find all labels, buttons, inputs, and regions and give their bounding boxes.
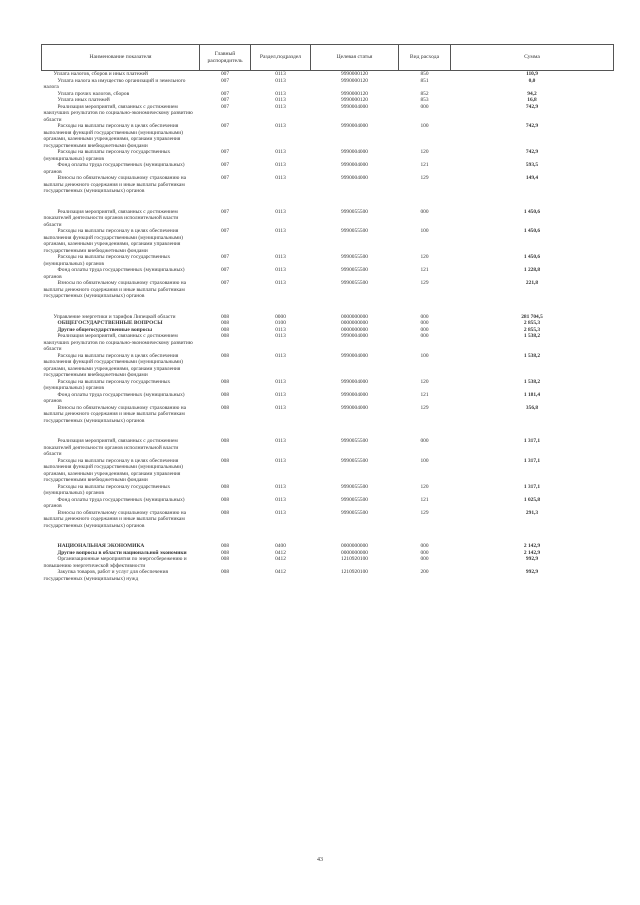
row-distributor: 008 bbox=[220, 496, 230, 503]
table-row bbox=[42, 458, 614, 484]
row-distributor: 008 bbox=[220, 549, 230, 556]
row-section: 0412 bbox=[275, 556, 286, 562]
row-name: ОБЩЕГОСУДАРСТВЕННЫЕ ВОПРОСЫ bbox=[57, 320, 163, 326]
row-target: 9990055500 bbox=[341, 457, 368, 464]
row-section: 0113 bbox=[275, 352, 286, 359]
row-name: Фонд оплаты труда государственных (муниципальных) органов bbox=[43, 391, 185, 404]
row-amount: 356,8 bbox=[525, 404, 539, 411]
row-distributor: 008 bbox=[220, 483, 230, 490]
row-target: 9990004000 bbox=[341, 162, 368, 168]
row-expense-type: 121 bbox=[420, 496, 429, 503]
row-amount: 1 228,8 bbox=[523, 267, 541, 273]
row-section: 0113 bbox=[275, 267, 286, 273]
row-expense-type: 100 bbox=[420, 228, 429, 234]
row-name: Расходы на выплаты персоналу государственных (муниципальных) органов bbox=[43, 483, 171, 496]
row-section: 0400 bbox=[275, 543, 286, 549]
table-row bbox=[42, 71, 614, 78]
row-target: 9990055500 bbox=[341, 496, 368, 503]
row-target: 9990055500 bbox=[341, 438, 368, 444]
row-expense-type: 129 bbox=[420, 175, 429, 181]
row-distributor: 008 bbox=[220, 326, 230, 333]
row-amount: 291,3 bbox=[525, 509, 539, 516]
row-target: 9990000120 bbox=[341, 97, 368, 103]
header-target: Целевая статья bbox=[311, 45, 399, 71]
row-expense-type: 000 bbox=[420, 320, 429, 326]
row-amount: 94,2 bbox=[527, 90, 537, 97]
row-target: 9990055500 bbox=[341, 483, 368, 490]
row-amount: 1 450,6 bbox=[523, 208, 541, 215]
row-amount: 1 538,2 bbox=[523, 333, 541, 339]
row-amount: 992,9 bbox=[525, 569, 539, 575]
row-distributor: 008 bbox=[220, 457, 230, 464]
row-section: 0113 bbox=[275, 496, 286, 503]
row-amount: 2 855,3 bbox=[523, 326, 541, 333]
row-expense-type: 850 bbox=[420, 71, 429, 77]
row-section: 0113 bbox=[275, 77, 286, 84]
row-distributor: 008 bbox=[220, 320, 230, 326]
row-name: Взносы по обязательному социальному страхованию на выплаты денежного содержания и иные выплаты работникам государственных (муниципальных) органов bbox=[43, 280, 186, 299]
table-row bbox=[42, 569, 614, 582]
row-amount: 110,9 bbox=[526, 71, 538, 77]
table-row bbox=[42, 228, 614, 254]
row-name: Фонд оплаты труда государственных (муниципальных) органов bbox=[43, 496, 185, 509]
row-distributor: 007 bbox=[220, 267, 230, 273]
row-target: 9990004000 bbox=[341, 391, 368, 398]
table-row bbox=[42, 78, 614, 91]
row-target: 1210920100 bbox=[341, 569, 368, 575]
row-amount: 992,9 bbox=[525, 556, 539, 562]
row-name: Другие общегосударственные вопросы bbox=[57, 326, 153, 333]
row-section: 0113 bbox=[275, 175, 286, 181]
row-expense-type: 000 bbox=[420, 543, 429, 549]
row-distributor: 007 bbox=[220, 71, 230, 77]
table-row bbox=[42, 267, 614, 280]
row-section: 0113 bbox=[275, 254, 286, 260]
row-expense-type: 000 bbox=[420, 326, 429, 333]
header-expense-type: Вид расхода bbox=[399, 45, 451, 71]
row-target: 9990055500 bbox=[341, 208, 368, 215]
table-row bbox=[42, 333, 614, 353]
row-amount: 1 317,1 bbox=[523, 457, 541, 464]
row-distributor: 007 bbox=[220, 175, 230, 181]
budget-table bbox=[41, 44, 614, 582]
table-row bbox=[42, 162, 614, 175]
row-amount: 742,9 bbox=[525, 103, 539, 110]
row-amount: 16,8 bbox=[527, 97, 537, 103]
row-target: 9990004000 bbox=[341, 404, 368, 411]
row-name: Другие вопросы в области национальной экономики bbox=[57, 549, 187, 556]
row-section: 0000 bbox=[275, 313, 286, 320]
row-target: 9990004000 bbox=[341, 333, 368, 339]
header-amount: Сумма bbox=[451, 45, 614, 71]
row-section: 0113 bbox=[275, 149, 286, 155]
row-name: Взносы по обязательному социальному страхованию на выплаты денежного содержания и иные выплаты работникам государственных (муниципальных) органов bbox=[43, 175, 186, 194]
row-section: 0412 bbox=[275, 549, 286, 556]
row-target: 0000000000 bbox=[341, 326, 368, 333]
row-distributor: 007 bbox=[220, 123, 230, 129]
row-section: 0113 bbox=[275, 228, 286, 234]
row-target: 1210920100 bbox=[341, 556, 368, 562]
row-name: Взносы по обязательному социальному страхованию на выплаты денежного содержания и иные выплаты работникам государственных (муниципальных) органов bbox=[43, 404, 186, 424]
row-name: Расходы на выплаты персоналу в целях обеспечения выполнения функций государственными (муниципальными) органами, казенными учреждениями, органами управления государственными внебюджетными фондами bbox=[43, 352, 183, 378]
row-distributor: 007 bbox=[220, 149, 230, 155]
row-section: 0113 bbox=[275, 208, 286, 215]
row-section: 0113 bbox=[275, 404, 286, 411]
table-row bbox=[42, 392, 614, 405]
row-name: Расходы на выплаты персоналу в целях обеспечения выполнения функций государственными (муниципальными) органами, казенными учреждениями, органами управления государственными внебюджетными фондами bbox=[43, 457, 183, 483]
row-name: Реализация мероприятий, связанных с достижением показателей деятельности органов исполнительной власти области bbox=[43, 438, 179, 457]
row-amount: 593,5 bbox=[525, 162, 539, 168]
row-expense-type: 851 bbox=[420, 77, 429, 84]
row-distributor: 007 bbox=[220, 90, 230, 97]
row-name: Расходы на выплаты персоналу в целях обеспечения выполнения функций государственными (муниципальными) органами, казенными учреждениями, органами управления государственными внебюджетными фондами bbox=[43, 123, 183, 149]
row-name: Уплата прочих налогов, сборов bbox=[57, 90, 130, 97]
row-section: 0100 bbox=[275, 320, 286, 326]
row-target: 9990000120 bbox=[341, 90, 368, 97]
row-amount: 1 538,2 bbox=[523, 352, 541, 359]
row-section: 0113 bbox=[275, 509, 286, 516]
row-distributor: 008 bbox=[220, 333, 230, 339]
row-name: Расходы на выплаты персоналу государственных (муниципальных) органов bbox=[43, 378, 171, 391]
row-expense-type: 120 bbox=[420, 483, 429, 490]
row-expense-type: 000 bbox=[420, 556, 429, 562]
row-amount: 742,9 bbox=[525, 123, 539, 129]
row-section: 0113 bbox=[275, 123, 286, 129]
row-distributor: 007 bbox=[220, 228, 230, 234]
row-section: 0113 bbox=[275, 483, 286, 490]
row-amount: 281 704,5 bbox=[521, 313, 543, 320]
row-expense-type: 100 bbox=[420, 457, 429, 464]
row-target: 0000000000 bbox=[341, 549, 368, 556]
row-expense-type: 000 bbox=[420, 103, 429, 110]
row-section: 0113 bbox=[275, 326, 286, 333]
header-distributor: Главный распорядитель bbox=[200, 45, 251, 71]
row-section: 0113 bbox=[275, 97, 286, 103]
row-distributor: 008 bbox=[220, 352, 230, 359]
row-amount: 1 317,1 bbox=[523, 438, 541, 444]
row-amount: 221,8 bbox=[525, 280, 539, 286]
row-amount: 1 450,6 bbox=[523, 228, 541, 234]
row-expense-type: 000 bbox=[420, 438, 429, 444]
row-section: 0113 bbox=[275, 280, 286, 286]
row-name: Расходы на выплаты персоналу государственных (муниципальных) органов bbox=[43, 149, 171, 162]
row-target: 9990000120 bbox=[341, 71, 368, 77]
table-row bbox=[42, 510, 614, 530]
row-name: Фонд оплаты труда государственных (муниципальных) органов bbox=[43, 267, 185, 280]
table-row bbox=[42, 104, 614, 124]
row-expense-type: 121 bbox=[420, 162, 429, 168]
row-distributor: 007 bbox=[220, 254, 230, 260]
row-spacer bbox=[42, 300, 614, 314]
row-name: Реализация мероприятий, связанных с достижением наилучших результатов по социально-экономическому развитию области bbox=[43, 333, 193, 352]
row-distributor: 007 bbox=[220, 208, 230, 215]
row-name: Уплата налога на имущество организаций и земельного налога bbox=[43, 77, 186, 90]
row-amount: 742,9 bbox=[525, 149, 539, 155]
row-distributor: 008 bbox=[220, 404, 230, 411]
row-target: 9990055500 bbox=[341, 280, 368, 286]
row-distributor: 008 bbox=[220, 391, 230, 398]
row-distributor: 008 bbox=[220, 509, 230, 516]
table-row bbox=[42, 149, 614, 162]
table-row bbox=[42, 254, 614, 267]
row-name: Фонд оплаты труда государственных (муниципальных) органов bbox=[43, 162, 185, 175]
row-expense-type: 100 bbox=[420, 352, 429, 359]
row-expense-type: 000 bbox=[420, 208, 429, 215]
row-expense-type: 000 bbox=[420, 333, 429, 339]
row-expense-type: 129 bbox=[420, 280, 429, 286]
row-section: 0113 bbox=[275, 391, 286, 398]
row-target: 0000000000 bbox=[341, 313, 368, 320]
row-target: 9990004000 bbox=[341, 149, 368, 155]
table-row bbox=[42, 209, 614, 229]
row-expense-type: 121 bbox=[420, 267, 429, 273]
row-section: 0113 bbox=[275, 378, 286, 385]
row-section: 0412 bbox=[275, 569, 286, 575]
row-target: 9990004000 bbox=[341, 123, 368, 129]
table-row bbox=[42, 280, 614, 300]
table-row bbox=[42, 438, 614, 458]
row-name: Взносы по обязательному социальному страхованию на выплаты денежного содержания и иные выплаты работникам государственных (муниципальных) органов bbox=[43, 509, 186, 529]
row-amount: 0,0 bbox=[528, 77, 536, 84]
row-target: 9990004000 bbox=[341, 378, 368, 385]
header-section: Раздел,подраздел bbox=[251, 45, 311, 71]
row-spacer bbox=[42, 195, 614, 209]
row-expense-type: 129 bbox=[420, 404, 429, 411]
table-row bbox=[42, 123, 614, 149]
row-name: Реализация мероприятий, связанных с достижением показателей деятельности органов исполнительной власти области bbox=[43, 208, 179, 228]
row-distributor: 008 bbox=[220, 438, 230, 444]
table-row bbox=[42, 497, 614, 510]
row-section: 0113 bbox=[275, 438, 286, 444]
row-distributor: 007 bbox=[220, 77, 230, 84]
row-name: Расходы на выплаты персоналу государственных (муниципальных) органов bbox=[43, 254, 171, 267]
row-distributor: 007 bbox=[220, 97, 230, 103]
row-distributor: 007 bbox=[220, 103, 230, 110]
row-expense-type: 120 bbox=[420, 378, 429, 385]
row-expense-type: 200 bbox=[420, 569, 429, 575]
row-expense-type: 120 bbox=[420, 254, 429, 260]
row-spacer bbox=[42, 424, 614, 438]
row-distributor: 007 bbox=[220, 162, 230, 168]
row-distributor: 008 bbox=[220, 313, 230, 320]
row-section: 0113 bbox=[275, 162, 286, 168]
row-section: 0113 bbox=[275, 90, 286, 97]
row-target: 0000000000 bbox=[341, 543, 368, 549]
row-distributor: 008 bbox=[220, 556, 230, 562]
table-row bbox=[42, 175, 614, 195]
row-target: 9990004000 bbox=[341, 352, 368, 359]
row-target: 9990055500 bbox=[341, 509, 368, 516]
row-expense-type: 853 bbox=[420, 97, 429, 103]
row-target: 9990000120 bbox=[341, 77, 368, 84]
row-target: 9990004000 bbox=[341, 175, 368, 181]
header-name: Наименование показателя bbox=[42, 45, 200, 71]
table-row bbox=[42, 556, 614, 569]
row-amount: 1 317,1 bbox=[523, 483, 541, 490]
table-row bbox=[42, 379, 614, 392]
table-row bbox=[42, 484, 614, 497]
row-amount: 2 142,9 bbox=[523, 543, 541, 549]
row-expense-type: 852 bbox=[420, 90, 429, 97]
row-expense-type: 000 bbox=[420, 313, 429, 320]
row-amount: 2 142,9 bbox=[523, 549, 541, 556]
row-distributor: 008 bbox=[220, 543, 230, 549]
row-name: Уплата налогов, сборов и иных платежей bbox=[53, 71, 148, 77]
row-distributor: 008 bbox=[220, 569, 230, 575]
row-target: 9990055500 bbox=[341, 228, 368, 234]
row-name: Расходы на выплаты персоналу в целях обеспечения выполнения функций государственными (муниципальными) органами, казенными учреждениями, органами управления государственными внебюджетными фондами bbox=[43, 228, 183, 254]
row-expense-type: 100 bbox=[420, 123, 429, 129]
row-amount: 1 025,8 bbox=[523, 496, 541, 503]
row-section: 0113 bbox=[275, 71, 286, 77]
row-name: Закупка товаров, работ и услуг для обеспечения государственных (муниципальных) нужд bbox=[43, 569, 168, 582]
row-expense-type: 000 bbox=[420, 549, 429, 556]
row-name: Реализация мероприятий, связанных с достижением наилучших результатов по социально-экономическому развитию области bbox=[43, 103, 193, 123]
row-section: 0113 bbox=[275, 333, 286, 339]
row-name: Управление энергетики и тарифов Липецкой области bbox=[53, 313, 176, 320]
row-distributor: 008 bbox=[220, 378, 230, 385]
page-number: 43 bbox=[317, 857, 323, 863]
row-amount: 149,4 bbox=[525, 175, 539, 181]
row-distributor: 007 bbox=[220, 280, 230, 286]
row-amount: 1 450,6 bbox=[523, 254, 541, 260]
row-name: Организационные мероприятия по энергосбережению и повышению энергетической эффективности bbox=[43, 556, 187, 569]
table-row bbox=[42, 353, 614, 379]
row-amount: 2 855,3 bbox=[523, 320, 541, 326]
row-expense-type: 120 bbox=[420, 149, 429, 155]
row-spacer bbox=[42, 529, 614, 543]
row-target: 9990004000 bbox=[341, 103, 368, 110]
row-section: 0113 bbox=[275, 103, 286, 110]
row-target: 9990055500 bbox=[341, 254, 368, 260]
row-target: 9990055500 bbox=[341, 267, 368, 273]
row-section: 0113 bbox=[275, 457, 286, 464]
table-header-row bbox=[42, 45, 614, 71]
row-amount: 1 181,4 bbox=[523, 391, 541, 398]
row-name: НАЦИОНАЛЬНАЯ ЭКОНОМИКА bbox=[57, 543, 145, 549]
row-expense-type: 129 bbox=[420, 509, 429, 516]
row-expense-type: 121 bbox=[420, 391, 429, 398]
row-name: Уплата иных платежей bbox=[57, 97, 110, 103]
row-target: 0000000000 bbox=[341, 320, 368, 326]
table-row bbox=[42, 405, 614, 425]
row-amount: 1 538,2 bbox=[523, 378, 541, 385]
